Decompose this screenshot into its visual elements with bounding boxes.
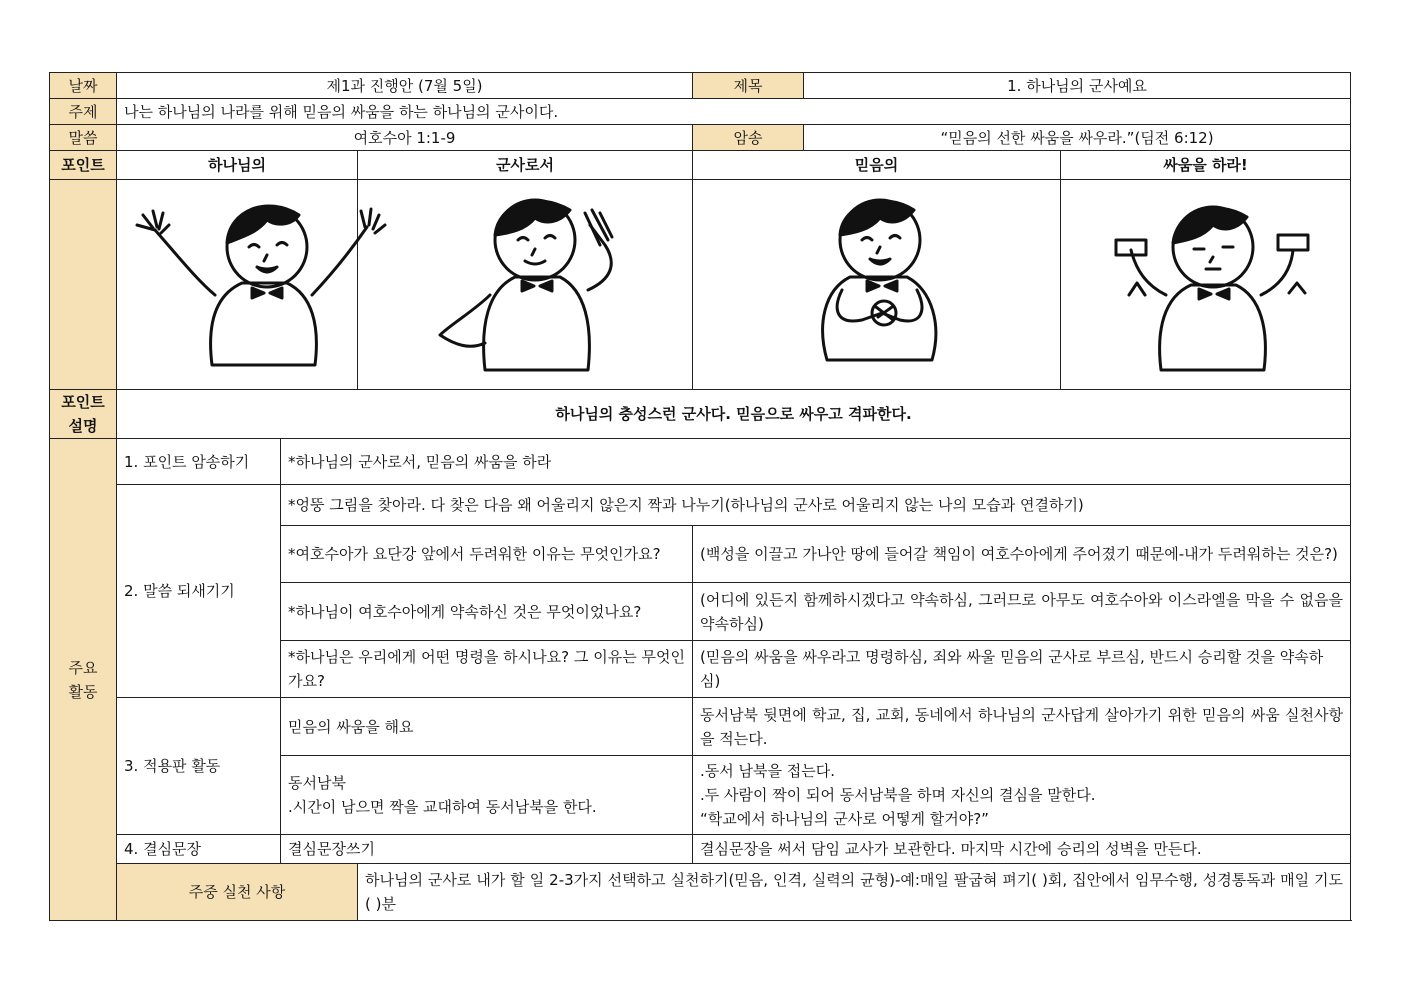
question-3: *하나님은 우리에게 어떤 명령을 하시나요? 그 이유는 무엇인가요? — [281, 641, 693, 698]
figure-cell-1 — [117, 180, 358, 390]
theme-label: 주제 — [50, 99, 117, 125]
point-col-2: 군사로서 — [358, 151, 693, 180]
question-1: *여호수아가 요단강 앞에서 두려워한 이유는 무엇인가요? — [281, 526, 693, 583]
apply-row-1-right: 동서남북 뒷면에 학교, 집, 교회, 동네에서 하나님의 군사답게 살아가기 위한 믿음의 싸움 실천사항을 적는다. — [693, 698, 1351, 756]
fists-up-figure — [1061, 185, 1351, 385]
activity-recite-row — [50, 439, 1351, 485]
apply-row-2-right-line-1: .동서 남북을 접는다. — [700, 762, 836, 780]
spacer-row — [50, 921, 1351, 922]
weekly-text: 하나님의 군사로 내가 할 일 2-3가지 선택하고 실천하기(믿음, 인격, 실력의 균형)-예:매일 팔굽혀 펴기( )회, 집안에서 임무수행, 성경통독과 매일 기도( )분 — [358, 864, 1351, 921]
point-col-1: 하나님의 — [117, 151, 358, 180]
recite-label: 암송 — [693, 125, 804, 151]
activities-label-line-2: 활동 — [68, 682, 98, 701]
activity-4-name: 4. 결심문장 — [117, 835, 281, 864]
weekly-label-text: 주중 실천 사항 — [188, 883, 286, 901]
lesson-plan-sheet — [49, 72, 1350, 921]
figure-cell-4 — [1061, 180, 1351, 390]
activity-1-content: *하나님의 군사로서, 믿음의 싸움을 하라 — [281, 439, 1351, 485]
point-col-4: 싸움을 하라! — [1061, 151, 1351, 180]
word-label: 말씀 — [50, 125, 117, 151]
explain-label-line-1: 포인트 — [61, 393, 105, 411]
apply-row-2-right — [693, 756, 1351, 835]
theme-row — [50, 99, 1351, 125]
activity-word-intro-row — [50, 485, 1351, 526]
spacer-cell — [50, 921, 1351, 922]
date-title-row — [50, 73, 1351, 99]
point-figure-row — [50, 180, 1351, 390]
point-label: 포인트 — [50, 151, 117, 180]
apply-row-2-left — [281, 756, 693, 835]
resolve-right: 결심문장을 써서 담임 교사가 보관한다. 마지막 시간에 승리의 성벽을 만든다. — [693, 835, 1351, 864]
word-value: 여호수아 1:1-9 — [117, 125, 693, 151]
date-label: 날짜 — [50, 73, 117, 99]
answer-3: (믿음의 싸움을 싸우라고 명령하심, 죄와 싸울 믿음의 군사로 부르심, 반드시 승리할 것을 약속하심) — [693, 641, 1351, 698]
apply-row-2-right-line-2: .두 사람이 짝이 되어 동서남북을 하며 자신의 결심을 말한다. — [700, 786, 1096, 804]
answer-2: (어디에 있든지 함께하시겠다고 약속하심, 그러므로 아무도 여호수아와 이스라엘을 막을 수 없음을 약속하심) — [693, 583, 1351, 641]
date-value: 제1과 진행안 (7월 5일) — [117, 73, 693, 99]
figure-label-cell — [50, 180, 117, 390]
activity-resolve-row — [50, 835, 1351, 864]
explain-label — [50, 390, 117, 439]
point-explain-row — [50, 390, 1351, 439]
explain-label-line-2: 설명 — [68, 417, 98, 435]
explain-text: 하나님의 충성스런 군사다. 믿음으로 싸우고 격파한다. — [117, 390, 1351, 439]
activity-2-intro: *엉뚱 그림을 찾아라. 다 찾은 다음 왜 어울리지 않은지 짝과 나누기(하나님의 군사로 어울리지 않는 나의 모습과 연결하기) — [281, 485, 1351, 526]
theme-value: 나는 하나님의 나라를 위해 믿음의 싸움을 하는 하나님의 군사이다. — [117, 99, 1351, 125]
activities-label-line-1: 주요 — [68, 658, 98, 677]
weekly-label — [117, 864, 358, 921]
weekly-row — [50, 864, 1351, 921]
activity-1-name: 1. 포인트 암송하기 — [117, 439, 281, 485]
point-col-3: 믿음의 — [693, 151, 1061, 180]
lesson-plan-table — [49, 72, 1351, 921]
resolve-left: 결심문장쓰기 — [281, 835, 693, 864]
hands-clasped-figure — [732, 185, 1022, 385]
title-label: 제목 — [693, 73, 804, 99]
figure-cell-3 — [693, 180, 1061, 390]
word-recite-row — [50, 125, 1351, 151]
salute-figure — [380, 185, 670, 385]
answer-1: (백성을 이끌고 가나안 땅에 들어갈 책임이 여호수아에게 주어졌기 때문에-내가 두려워하는 것은?) — [693, 526, 1351, 583]
recite-value: “믿음의 선한 싸움을 싸우라.”(딤전 6:12) — [804, 125, 1351, 151]
activities-label — [50, 439, 117, 921]
apply-row-2-left-line-1: 동서남북 — [288, 774, 346, 792]
apply-row-2-left-line-2: .시간이 남으면 짝을 교대하여 동서남북을 한다. — [288, 798, 597, 816]
apply-row-2-right-line-3: “학교에서 하나님의 군사로 어떻게 할거야?” — [700, 810, 989, 828]
activity-apply-row — [50, 698, 1351, 756]
figure-cell-2 — [358, 180, 693, 390]
point-heading-row — [50, 151, 1351, 180]
activity-3-name: 3. 적용판 활동 — [117, 698, 281, 835]
title-value: 1. 하나님의 군사예요 — [804, 73, 1351, 99]
question-2: *하나님이 여호수아에게 약속하신 것은 무엇이었나요? — [281, 583, 693, 641]
apply-row-1-left: 믿음의 싸움을 해요 — [281, 698, 693, 756]
activity-2-name: 2. 말씀 되새기기 — [117, 485, 281, 698]
